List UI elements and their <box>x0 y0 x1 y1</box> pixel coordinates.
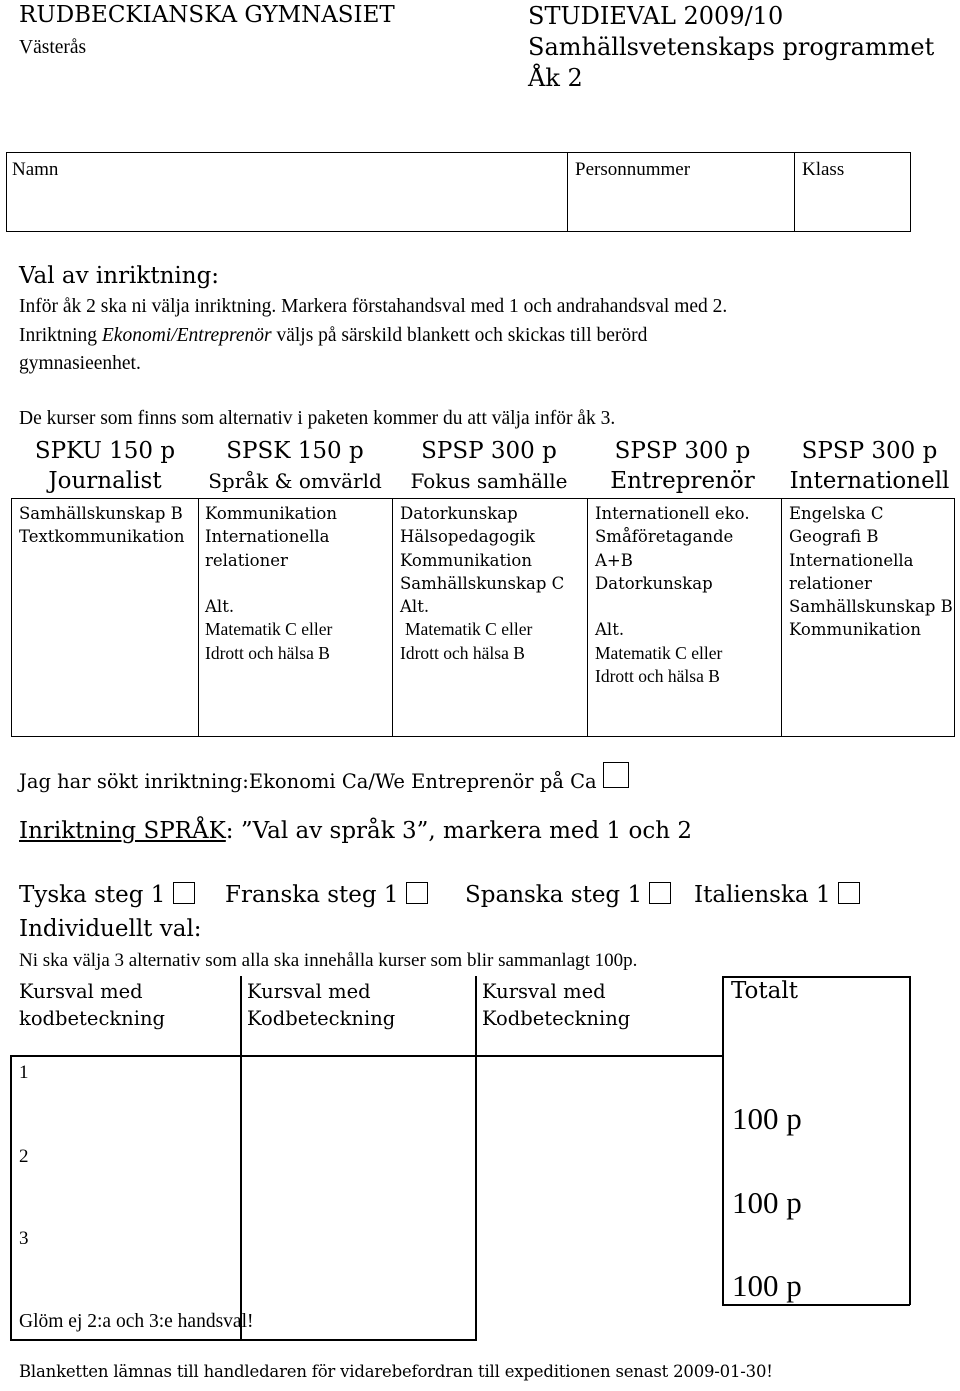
package-4-cell <box>588 499 782 689</box>
individuellt-heading: Individuellt val: <box>19 916 202 942</box>
package-5-course: Internationella <box>789 550 914 570</box>
sprak-option-label: Spanska steg 1 <box>465 882 643 908</box>
sprak-heading-title: Inriktning SPRÅK <box>19 818 226 844</box>
package-4-alt-course: Matematik C eller <box>595 642 723 663</box>
package-3-name: Fokus samhälle <box>410 469 568 493</box>
program-name: Samhällsvetenskaps programmet <box>528 33 935 61</box>
inriktning-line1: Inför åk 2 ska ni välja inriktning. Markera förstahandsval med 1 och andrahandsval med 2. <box>19 296 728 317</box>
col2-header <box>247 978 395 1032</box>
col1-header-line: kodbeteckning <box>19 1007 166 1030</box>
package-4-alt: Alt. <box>595 620 625 640</box>
package-4-head <box>586 436 779 496</box>
package-2-course: relationer <box>205 550 288 570</box>
col4-header: Totalt <box>731 978 798 1004</box>
package-2-code: SPSK 150 p <box>226 438 364 464</box>
package-3-alt-course: Matematik C eller <box>405 619 533 640</box>
package-3-head <box>392 436 586 496</box>
package-4-course: Småföretagande <box>595 527 734 547</box>
package-1-code: SPKU 150 p <box>34 438 176 464</box>
individuellt-line: Ni ska välja 3 alternativ som alla ska innehålla kurser som blir sammanlagt 100p. <box>19 950 638 971</box>
city: Västerås <box>19 37 87 58</box>
sprak-checkbox-4[interactable] <box>838 882 860 904</box>
footer-note: Blanketten lämnas till handledaren för vidarebefordran till expeditionen senast 2009-01-30! <box>19 1362 773 1381</box>
sprak-heading-rest: : ”Val av språk 3”, markera med 1 och 2 <box>225 818 692 844</box>
applied-text: Jag har sökt inriktning:Ekonomi Ca/We Entreprenör på Ca <box>19 770 597 793</box>
table-bottom-border <box>10 1339 477 1341</box>
package-3-course: Kommunikation <box>400 550 532 570</box>
package-5-course: Kommunikation <box>789 620 921 640</box>
row1-col3-field[interactable] <box>477 1060 721 1140</box>
year: Åk 2 <box>528 64 583 92</box>
sprak-heading <box>19 818 692 844</box>
name-field[interactable] <box>7 153 568 232</box>
col1-header <box>19 978 165 1032</box>
package-1-cell <box>12 499 199 689</box>
inriktning-line2-a: Inriktning <box>19 325 102 346</box>
package-4-choice[interactable] <box>588 688 782 736</box>
package-3-course: Samhällskunskap C <box>400 573 565 593</box>
package-5-cell <box>782 499 955 689</box>
package-4-courses <box>588 499 781 688</box>
row-number: 3 <box>19 1228 29 1249</box>
col2-header-line: Kursval med <box>247 980 371 1003</box>
sprak-option-label: Tyska steg 1 <box>19 882 166 908</box>
col3-header-line: Kodbeteckning <box>482 1007 631 1030</box>
package-3-choice[interactable] <box>393 688 588 736</box>
name-label: Namn <box>12 159 59 180</box>
column-divider <box>909 976 911 1305</box>
package-1-name: Journalist <box>48 468 162 494</box>
total-value: 100 p <box>732 1268 802 1303</box>
inriktning-line2 <box>19 321 647 350</box>
class-field[interactable] <box>795 153 911 232</box>
package-4-course: A+B <box>595 550 633 570</box>
inriktning-heading: Val av inriktning: <box>19 263 220 289</box>
pnr-label: Personnummer <box>575 159 691 180</box>
inriktning-line2-b: Ekonomi/Entreprenör <box>101 325 272 346</box>
row-number: 2 <box>19 1146 29 1167</box>
package-4-name: Entreprenör <box>610 468 755 494</box>
package-3-course: Datorkunskap <box>400 504 518 523</box>
package-5-course: relationer <box>789 573 872 593</box>
school-name: RUDBECKIANSKA GYMNASIET <box>19 2 395 28</box>
package-5-code: SPSP 300 p <box>801 438 938 464</box>
header-rule <box>10 1055 722 1057</box>
sprak-option-2 <box>225 882 428 908</box>
package-3-cell <box>393 499 588 689</box>
sprak-option-3 <box>465 882 671 908</box>
package-1-choice[interactable] <box>12 688 199 736</box>
package-4-course: Datorkunskap <box>595 573 713 593</box>
inriktning-line2-c: väljs på särskild blankett och skickas till berörd <box>271 325 648 346</box>
package-3-alt-course: Idrott och hälsa B <box>400 642 525 663</box>
package-5-head <box>779 436 960 496</box>
sprak-option-label: Italienska 1 <box>694 882 831 908</box>
col1-header-line: Kursval med <box>19 980 143 1003</box>
reminder: Glöm ej 2:a och 3:e handsval! <box>19 1311 254 1332</box>
package-1-course: Samhällskunskap B <box>19 504 183 523</box>
total-value: 100 p <box>732 1101 802 1136</box>
package-3-courses <box>393 499 587 665</box>
package-2-alt-course: Matematik C eller <box>205 619 333 640</box>
package-5-course: Geografi B <box>789 527 879 547</box>
inriktning-note: De kurser som finns som alternativ i paketen kommer du att välja inför åk 3. <box>19 408 616 429</box>
package-2-cell <box>199 499 393 689</box>
package-2-courses <box>199 499 392 665</box>
class-label: Klass <box>802 159 845 180</box>
package-5-choice[interactable] <box>782 688 955 736</box>
sprak-checkbox-3[interactable] <box>649 882 671 904</box>
package-2-head <box>198 436 392 496</box>
sprak-checkbox-2[interactable] <box>406 882 428 904</box>
inriktning-line3: gymnasieenhet. <box>19 353 141 374</box>
package-4-course: Internationell eko. <box>595 504 750 523</box>
package-3-course: Hälsopedagogik <box>400 527 535 547</box>
package-1-course: Textkommunikation <box>19 527 185 547</box>
package-1-head <box>12 436 198 496</box>
packages-table <box>11 498 955 737</box>
package-2-course: Kommunikation <box>205 504 337 523</box>
col3-header <box>482 978 630 1032</box>
package-1-courses <box>12 499 198 549</box>
package-5-course: Engelska C <box>789 504 884 523</box>
package-2-course: Internationella <box>205 527 330 547</box>
package-2-alt: Alt. <box>205 597 235 617</box>
package-3-code: SPSP 300 p <box>421 438 557 464</box>
package-2-alt-course: Idrott och hälsa B <box>205 642 330 663</box>
column-divider <box>240 976 242 1340</box>
col3-header-line: Kursval med <box>482 980 606 1003</box>
applied-line <box>19 762 629 793</box>
sprak-checkbox-1[interactable] <box>173 882 195 904</box>
page-title: STUDIEVAL 2009/10 <box>528 2 784 30</box>
package-5-name: Internationell <box>789 468 950 494</box>
package-5-courses <box>782 499 954 642</box>
package-4-alt-course: Idrott och hälsa B <box>595 666 720 687</box>
column-divider <box>722 976 724 1305</box>
row-number: 1 <box>19 1062 29 1083</box>
package-2-choice[interactable] <box>199 688 393 736</box>
column-divider <box>475 976 477 1340</box>
sprak-option-4 <box>694 882 860 908</box>
col2-header-line: Kodbeteckning <box>247 1007 396 1030</box>
package-4-code: SPSP 300 p <box>614 438 751 464</box>
sprak-option-1 <box>19 882 195 908</box>
student-info-table <box>6 152 911 232</box>
package-5-course: Samhällskunskap B <box>789 597 953 617</box>
package-2-name: Språk & omvärld <box>208 469 382 493</box>
package-3-alt: Alt. <box>400 597 430 617</box>
row1-col1-field[interactable] <box>12 1060 239 1140</box>
applied-checkbox[interactable] <box>603 762 629 788</box>
pnr-field[interactable] <box>568 153 795 232</box>
total-value: 100 p <box>732 1185 802 1220</box>
totals-bottom-border <box>722 1304 910 1306</box>
row1-col2-field[interactable] <box>242 1060 474 1140</box>
sprak-option-label: Franska steg 1 <box>225 882 399 908</box>
